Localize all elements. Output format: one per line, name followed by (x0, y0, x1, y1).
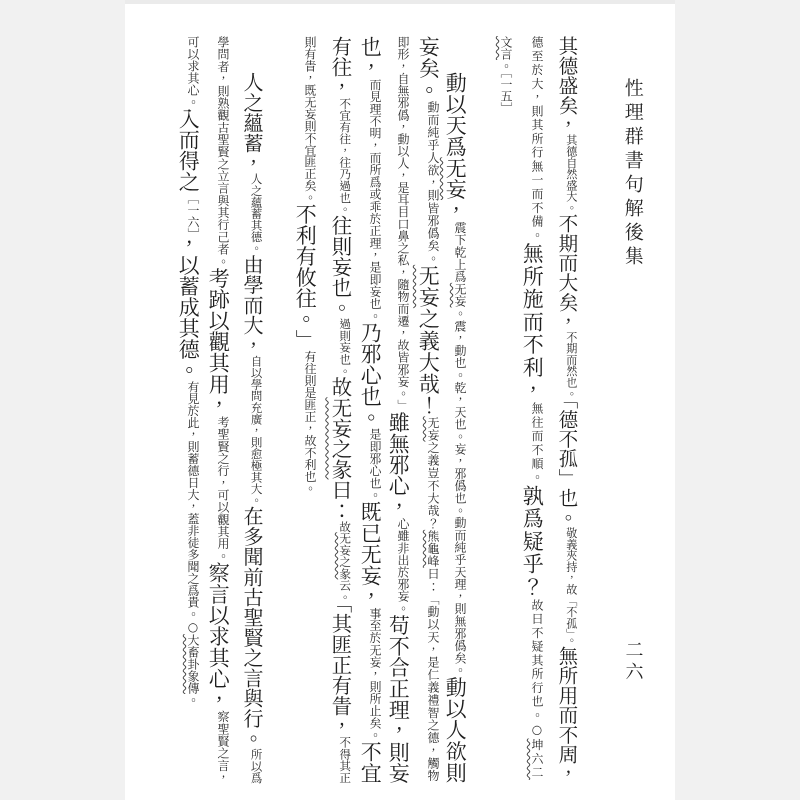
main-text: 動以人欲則 (443, 676, 468, 784)
annotation-text: 无妄之彖 (338, 532, 353, 580)
annotation-text: 事至於无妄，則所止矣。 (368, 607, 383, 742)
main-text: 无妄 (443, 157, 468, 200)
annotation-text: 大畜卦象傳 (186, 634, 201, 694)
main-text: 由學而大， (240, 254, 265, 356)
main-text: 考跡以觀其用， (206, 267, 231, 416)
annotation-text: 无妄 (426, 416, 441, 442)
annotation-text: 不宜有往，往乃過也。 (338, 97, 353, 216)
annotation-text: 是即邪心也。 (368, 428, 383, 502)
annotation-text: 坤六二 (530, 738, 545, 780)
main-text: 既已无妄， (358, 501, 383, 608)
main-text: 之義大哉！ (416, 308, 441, 417)
main-text: 无妄 (416, 264, 441, 309)
main-text: 雖無邪心， (386, 411, 411, 518)
annotation-text: 動而純乎人欲，則皆邪僞矣。 (426, 100, 441, 265)
main-text: 「其匪正有眚， (328, 602, 353, 737)
text-column (205, 36, 231, 784)
annotation-text: 則有眚，既无妄則不宜匪正矣。 (303, 36, 318, 204)
text-column (175, 36, 201, 784)
annotation-text: 不期而然也。 (564, 331, 578, 400)
main-text: 苟不合正理，則妄 (386, 614, 411, 784)
main-text: 人之蘊蓄， (240, 72, 265, 174)
annotation-text: 震下乾上爲 (453, 221, 468, 283)
annotation-text: 熊龜峰 (426, 529, 441, 568)
annotation-text: 有往則是匪正，故不利也。 (303, 350, 318, 495)
annotation-text: 考聖賢之行，可以觀其用。 (216, 415, 231, 563)
annotation-text: 之義豈不大哉？ (426, 441, 441, 530)
text-column (519, 36, 545, 784)
annotation-text: 敬義夾持，故「不孤」。 (564, 527, 578, 646)
main-text: 乃邪心也。 (358, 322, 383, 429)
main-text: 「德不孤」也。 (555, 399, 579, 528)
main-text: 察言以求其心， (206, 562, 231, 711)
annotation-text: 云。 (338, 579, 353, 603)
main-text: 不宜 (358, 741, 383, 784)
main-text: 孰爲疑乎？ (520, 484, 545, 599)
text-column (327, 36, 352, 784)
annotation-text: 即形，自無邪僞，動以人，是耳目口鼻之私，隨物而遷，故皆邪妄。」 (396, 36, 411, 412)
annotation-text: 无妄 (453, 282, 468, 308)
main-text: 動以天爲 (443, 72, 468, 158)
main-text: 妄矣。 (416, 36, 441, 101)
main-text: ，以蓄成其德。 (176, 233, 201, 381)
annotation-text: 察聖賢之言， (216, 710, 231, 784)
paragraph-start-column (442, 72, 468, 784)
annotation-text: 文言 (499, 36, 514, 60)
page-top-edge (125, 0, 675, 4)
text-column (385, 36, 411, 784)
running-title: 性理群書句解後集 (621, 78, 644, 270)
main-text: 入而得之 (176, 107, 201, 192)
annotation-text: 其德自然盛大。 (564, 134, 578, 214)
annotation-text: 人之蘊蓄其德。 (249, 173, 264, 255)
main-text: 不利有攸往。」 (293, 203, 318, 351)
main-text: 有往， (328, 36, 353, 98)
annotation-text: 。 (186, 694, 201, 706)
annotation-text: 有見於此，則蓄德日大，蓋非徒多聞之爲貴。○ (186, 380, 201, 635)
main-text: 无妄之彖 (328, 397, 353, 480)
page-number: 二六 (622, 640, 644, 684)
main-text: 故 (328, 376, 353, 398)
main-text: 也， (358, 36, 383, 79)
annotation-text: 故 (338, 520, 353, 533)
main-text: 往則妄也。 (328, 215, 353, 318)
main-text: ， (443, 200, 468, 222)
annotation-text: 故曰不疑其所行也。○ (530, 598, 545, 739)
annotation-text: 所以爲 (249, 748, 264, 784)
annotation-text: 而見理不明，而所爲或乖於正理，是即妄也。 (368, 78, 383, 323)
annotation-text: 過則妄也。 (338, 317, 353, 377)
annotation-text: 曰：「動以天，是仁義禮智之德，觸物 (426, 567, 441, 783)
annotation-text: 。震，動也。乾，天也。妄，邪僞也。動而純乎天理，則無邪僞矣。 (453, 307, 468, 677)
annotation-text: 德至於大，則其所行無一而不備。 (530, 36, 545, 243)
main-text: 不期而大矣， (555, 213, 579, 332)
main-text: 無所施而不利， (520, 242, 545, 403)
text-column (292, 36, 318, 784)
paragraph-start-column (239, 72, 264, 784)
text-column (357, 36, 383, 784)
text-column (488, 36, 514, 784)
main-text: 在多聞前古聖賢之言與行。 (240, 506, 265, 749)
book-page (125, 0, 675, 800)
annotation-text: 可以求其心。 (186, 36, 201, 108)
main-text: 曰： (328, 479, 353, 521)
annotation-text: 自以學問充廣，則愈極其大。 (249, 355, 264, 507)
annotation-text: 學問者，則熟觀古聖賢之立言與其行己者。 (216, 36, 231, 268)
main-text: 無所用而不周， (555, 645, 579, 784)
main-text: 其德盛矣， (555, 36, 579, 135)
text-column (554, 36, 578, 784)
annotation-text: 無往而不順。 (530, 402, 545, 485)
text-column (415, 36, 441, 784)
annotation-text: 不得其正 (338, 736, 353, 784)
annotation-text: 心雖非出於邪妄。 (396, 517, 411, 615)
annotation-text: ［一六］ (186, 191, 201, 234)
annotation-text: 。［一五］ (499, 59, 514, 114)
